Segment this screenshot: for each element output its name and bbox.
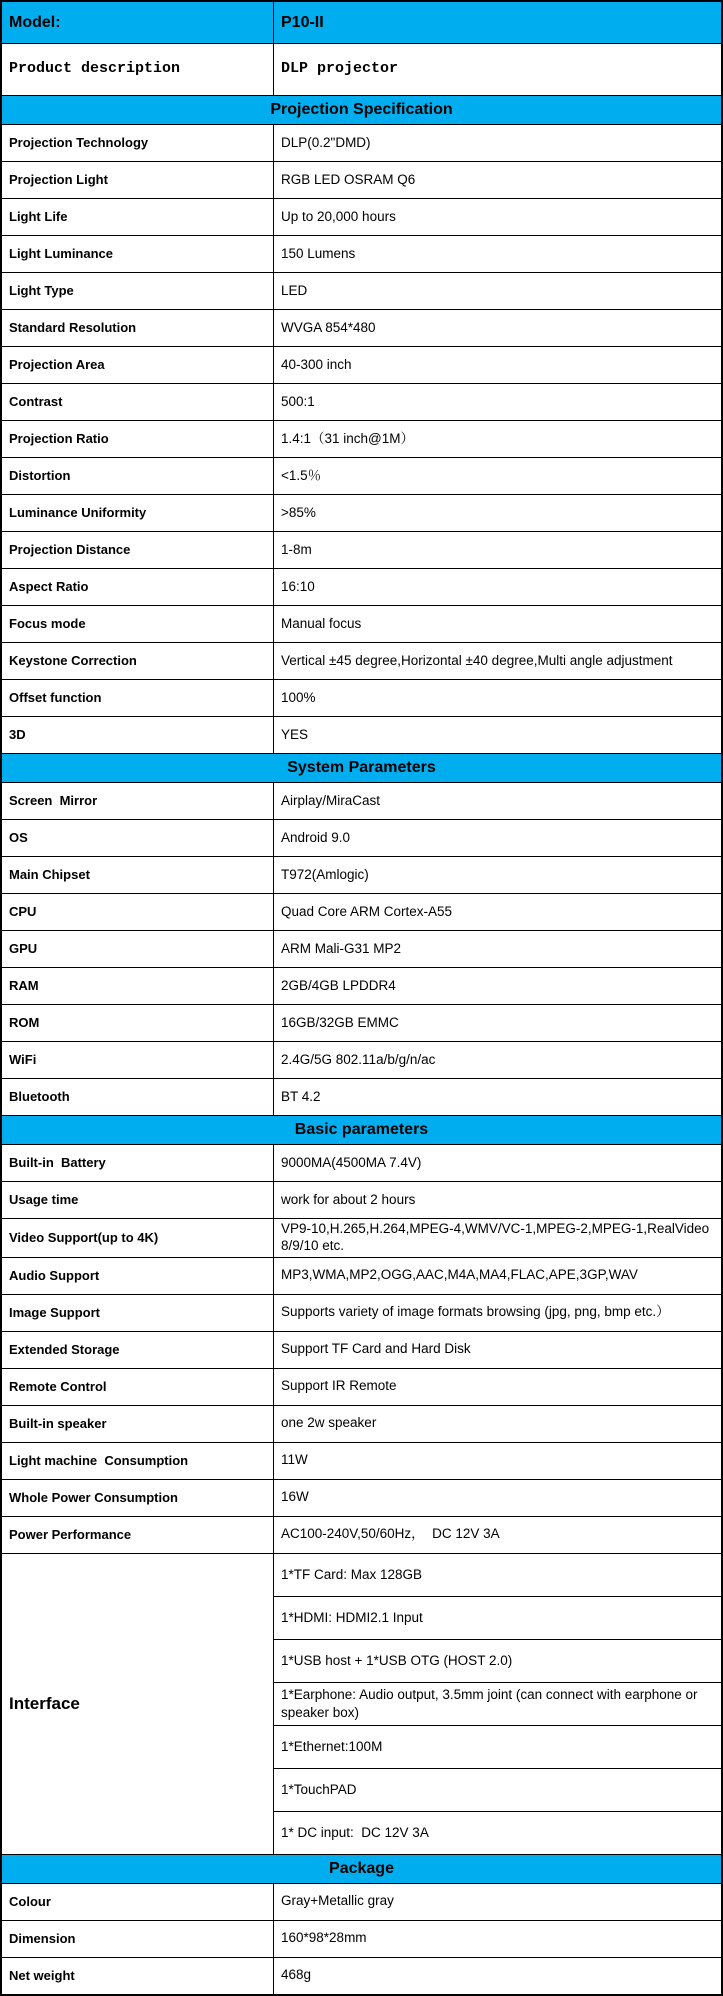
spec-label: Main Chipset <box>2 857 274 893</box>
interface-item: 1*USB host + 1*USB OTG (HOST 2.0) <box>274 1640 721 1683</box>
spec-label: Aspect Ratio <box>2 569 274 605</box>
spec-row <box>2 421 721 458</box>
spec-label: Dimension <box>2 1921 274 1957</box>
spec-value: >85% <box>281 504 316 520</box>
spec-label: Light Type <box>2 273 274 309</box>
spec-value: 100% <box>281 689 316 705</box>
spec-label: Video Support(up to 4K) <box>2 1219 274 1257</box>
spec-value: T972(Amlogic) <box>281 866 369 882</box>
spec-label: Luminance Uniformity <box>2 495 274 531</box>
interface-item-list <box>274 1554 721 1854</box>
spec-row <box>2 1079 721 1116</box>
spec-label: Bluetooth <box>2 1079 274 1115</box>
spec-row <box>2 347 721 384</box>
spec-row <box>2 1517 721 1554</box>
spec-value: RGB LED OSRAM Q6 <box>281 171 416 187</box>
spec-value: 16:10 <box>281 578 315 594</box>
spec-value: 2GB/4GB LPDDR4 <box>281 977 396 993</box>
spec-row <box>2 1219 721 1258</box>
spec-value: Vertical ±45 degree,Horizontal ±40 degree,Multi angle adjustment <box>281 652 673 668</box>
section-rows-projection-specification <box>2 125 721 754</box>
spec-label: Image Support <box>2 1295 274 1331</box>
spec-value: 1-8m <box>281 541 312 557</box>
spec-label: Light Life <box>2 199 274 235</box>
spec-label: Usage time <box>2 1182 274 1218</box>
section-header-package: Package <box>2 1855 721 1884</box>
spec-label: Focus mode <box>2 606 274 642</box>
spec-value: 500:1 <box>281 393 315 409</box>
spec-row <box>2 783 721 820</box>
spec-label: Net weight <box>2 1958 274 1994</box>
spec-row <box>2 1005 721 1042</box>
spec-value: 1.4:1（31 inch@1M） <box>281 430 415 446</box>
interface-item: 1*TF Card: Max 128GB <box>274 1554 721 1597</box>
spec-label: Power Performance <box>2 1517 274 1553</box>
spec-row <box>2 384 721 421</box>
spec-value: Support IR Remote <box>281 1378 397 1394</box>
spec-row <box>2 1884 721 1921</box>
spec-label: Projection Light <box>2 162 274 198</box>
spec-row <box>2 1958 721 1994</box>
spec-row <box>2 717 721 754</box>
spec-label: Colour <box>2 1884 274 1920</box>
section-rows-package <box>2 1884 721 1994</box>
spec-value: LED <box>281 282 308 298</box>
spec-value: Airplay/MiraCast <box>281 792 381 808</box>
spec-row <box>2 1406 721 1443</box>
spec-value: Manual focus <box>281 615 362 631</box>
spec-value: AC100-240V,50/60Hz， DC 12V 3A <box>281 1526 500 1542</box>
spec-value: Support TF Card and Hard Disk <box>281 1341 471 1357</box>
spec-row <box>2 1258 721 1295</box>
spec-label: Built-in Battery <box>2 1145 274 1181</box>
spec-value: Quad Core ARM Cortex-A55 <box>281 903 453 919</box>
spec-row <box>2 1480 721 1517</box>
spec-label: Projection Ratio <box>2 421 274 457</box>
spec-row <box>2 968 721 1005</box>
interface-row <box>2 1554 721 1855</box>
spec-value: BT 4.2 <box>281 1088 321 1104</box>
spec-label: 3D <box>2 717 274 753</box>
spec-label: CPU <box>2 894 274 930</box>
spec-label: Light Luminance <box>2 236 274 272</box>
spec-value: 9000MA(4500MA 7.4V) <box>281 1154 422 1170</box>
spec-label: Extended Storage <box>2 1332 274 1368</box>
spec-label: Distortion <box>2 458 274 494</box>
spec-row <box>2 680 721 717</box>
spec-value: DLP(0.2"DMD) <box>281 134 371 150</box>
spec-label: Standard Resolution <box>2 310 274 346</box>
section-rows-basic-parameters <box>2 1145 721 1554</box>
spec-row <box>2 1443 721 1480</box>
spec-label: ROM <box>2 1005 274 1041</box>
spec-row <box>2 199 721 236</box>
spec-value: Up to 20,000 hours <box>281 208 396 224</box>
spec-row <box>2 495 721 532</box>
product-description-label: Product description <box>2 44 274 95</box>
spec-label: RAM <box>2 968 274 1004</box>
spec-row <box>2 1921 721 1958</box>
spec-value: 16GB/32GB EMMC <box>281 1014 399 1030</box>
spec-row <box>2 236 721 273</box>
spec-row <box>2 273 721 310</box>
interface-item: 1*HDMI: HDMI2.1 Input <box>274 1597 721 1640</box>
model-row <box>2 2 721 44</box>
spec-label: Contrast <box>2 384 274 420</box>
spec-row <box>2 458 721 495</box>
spec-value: Android 9.0 <box>281 829 351 845</box>
spec-label: Projection Technology <box>2 125 274 161</box>
interface-item: 1*Earphone: Audio output, 3.5mm joint (can connect with earphone or speaker box) <box>274 1683 721 1726</box>
spec-value: 2.4G/5G 802.11a/b/g/n/ac <box>281 1051 436 1067</box>
spec-label: WiFi <box>2 1042 274 1078</box>
spec-value: ARM Mali-G31 MP2 <box>281 940 402 956</box>
spec-row <box>2 569 721 606</box>
spec-row <box>2 1042 721 1079</box>
spec-label: Offset function <box>2 680 274 716</box>
spec-value: Gray+Metallic gray <box>281 1893 394 1909</box>
section-header-projection-specification: Projection Specification <box>2 96 721 125</box>
spec-row <box>2 1182 721 1219</box>
product-description-value: DLP projector <box>281 60 399 78</box>
spec-label: Projection Area <box>2 347 274 383</box>
product-description-row <box>2 44 721 96</box>
spec-value: WVGA 854*480 <box>281 319 376 335</box>
spec-value: work for about 2 hours <box>281 1191 416 1207</box>
spec-row <box>2 931 721 968</box>
section-header-system-parameters: System Parameters <box>2 754 721 783</box>
interface-label: Interface <box>2 1554 274 1854</box>
spec-label: Remote Control <box>2 1369 274 1405</box>
spec-label: Light machine Consumption <box>2 1443 274 1479</box>
spec-label: Whole Power Consumption <box>2 1480 274 1516</box>
spec-row <box>2 857 721 894</box>
spec-value: 150 Lumens <box>281 245 356 261</box>
spec-value: 16W <box>281 1489 309 1505</box>
spec-value: YES <box>281 726 309 742</box>
spec-value: VP9-10,H.265,H.264,MPEG-4,WMV/VC-1,MPEG-2,MPEG-1,RealVideo 8/9/10 etc. <box>281 1221 713 1253</box>
spec-label: GPU <box>2 931 274 967</box>
spec-row <box>2 643 721 680</box>
spec-row <box>2 162 721 199</box>
spec-row <box>2 125 721 162</box>
spec-label: Audio Support <box>2 1258 274 1294</box>
spec-label: Keystone Correction <box>2 643 274 679</box>
spec-row <box>2 1332 721 1369</box>
spec-row <box>2 820 721 857</box>
spec-row <box>2 310 721 347</box>
spec-value: MP3,WMA,MP2,OGG,AAC,M4A,MA4,FLAC,APE,3GP,WAV <box>281 1267 638 1283</box>
spec-value: Supports variety of image formats browsing (jpg, png, bmp etc.） <box>281 1304 670 1320</box>
model-value: P10-II <box>281 13 324 31</box>
model-label: Model: <box>2 2 274 43</box>
spec-row <box>2 1145 721 1182</box>
spec-row <box>2 532 721 569</box>
spec-value: one 2w speaker <box>281 1415 377 1431</box>
spec-row <box>2 1369 721 1406</box>
spec-value: 468g <box>281 1967 312 1983</box>
spec-label: Screen Mirror <box>2 783 274 819</box>
spec-value: <1.5％ <box>281 467 322 483</box>
section-rows-system-parameters <box>2 783 721 1116</box>
spec-label: Projection Distance <box>2 532 274 568</box>
spec-row <box>2 606 721 643</box>
interface-item: 1*TouchPAD <box>274 1769 721 1812</box>
spec-row <box>2 1295 721 1332</box>
spec-label: OS <box>2 820 274 856</box>
interface-item: 1* DC input: DC 12V 3A <box>281 1824 429 1840</box>
spec-value: 160*98*28mm <box>281 1930 367 1946</box>
spec-value: 40-300 inch <box>281 356 352 372</box>
spec-label: Built-in speaker <box>2 1406 274 1442</box>
section-header-basic-parameters: Basic parameters <box>2 1116 721 1145</box>
interface-item: 1*Ethernet:100M <box>274 1726 721 1769</box>
spec-value: 11W <box>281 1452 308 1468</box>
spec-row <box>2 894 721 931</box>
